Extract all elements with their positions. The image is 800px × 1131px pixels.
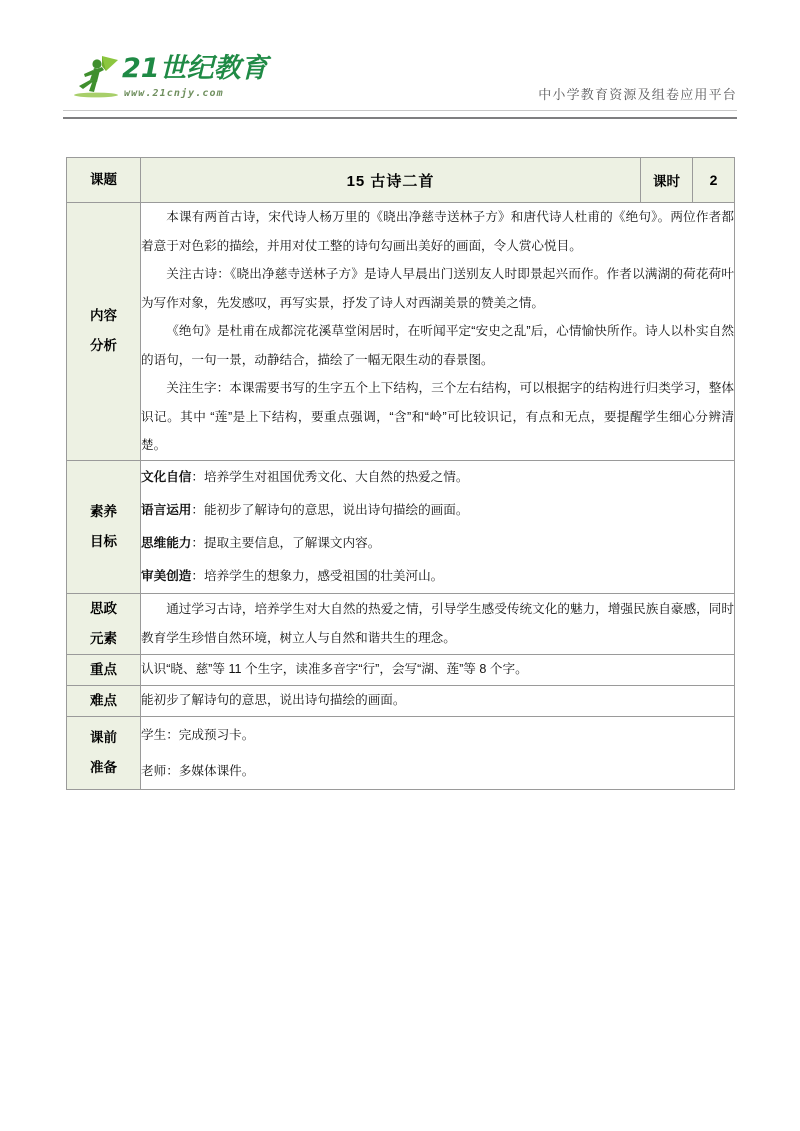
content-paragraph: 《绝句》是杜甫在成都浣花溪草堂闲居时，在听闻平定“安史之乱”后，心情愉快所作。诗人以朴实自然的语句，一句一景，动静结合，描绘了一幅无限生动的春景图。 (141, 324, 734, 367)
row-label-line1: 内容 (90, 308, 117, 324)
row-label-line2: 分析 (90, 338, 117, 354)
row-label-key-point: 重点 (67, 654, 141, 685)
goal-item-name: 审美创造 (141, 568, 192, 583)
row-label-line2: 目标 (90, 533, 117, 549)
goal-item-sep: ： (191, 535, 204, 550)
goal-item (141, 494, 734, 527)
table-row-content-analysis (67, 203, 735, 461)
row-label-difficult-point: 难点 (67, 685, 141, 716)
content-paragraph: 本课有两首古诗，宋代诗人杨万里的《晓出净慈寺送林子方》和唐代诗人杜甫的《绝句》。两位作者都着意于对色彩的描绘，并用对仗工整的诗句勾画出美好的画面，令人赏心悦目。 (141, 210, 734, 253)
table-row-goals (67, 460, 735, 593)
key-point-body (141, 654, 735, 685)
header-slogan: 中小学教育资源及组卷应用平台 (538, 88, 737, 103)
content-analysis-body (141, 203, 735, 461)
goal-item-name: 思维能力 (141, 535, 192, 550)
goal-item-sep: ： (191, 568, 204, 583)
lesson-title: 15 古诗二首 (141, 158, 641, 203)
table-row-preparation (67, 716, 735, 789)
goal-item-sep: ： (191, 502, 204, 517)
header-thin-rule (63, 110, 737, 111)
goal-item (141, 560, 734, 593)
goal-item-text: 提取主要信息，了解课文内容。 (203, 535, 381, 550)
row-label-line2: 准备 (90, 759, 117, 775)
table-row-key-point (67, 654, 735, 685)
table-row-difficult-point (67, 685, 735, 716)
goal-item-name: 语言运用 (141, 502, 192, 517)
row-label-goals (67, 460, 141, 593)
periods-label: 课时 (641, 158, 693, 203)
row-label-ideology (67, 593, 141, 654)
ideology-paragraph: 通过学习古诗，培养学生对大自然的热爱之情，引导学生感受传统文化的魅力，增强民族自豪感，同时教育学生珍惜自然环境，树立人与自然和谐共生的理念。 (141, 602, 734, 645)
running-figure-icon (72, 54, 120, 98)
content-paragraph: 关注古诗：《晓出净慈寺送林子方》是诗人早晨出门送别友人时即景起兴而作。作者以满湖的荷花荷叶为写作对象，先发感叹，再写实景，抒发了诗人对西湖美景的赞美之情。 (141, 267, 734, 310)
preparation-teacher-line: 老师：多媒体课件。 (141, 763, 255, 778)
ideology-body (141, 593, 735, 654)
page-header (0, 0, 800, 122)
row-label-subject: 课题 (67, 158, 141, 203)
goal-item-text: 培养学生的想象力，感受祖国的壮美河山。 (203, 568, 444, 583)
row-label-preparation (67, 716, 141, 789)
difficult-point-body (141, 685, 735, 716)
preparation-body (141, 716, 735, 789)
row-label-line1: 素养 (90, 503, 117, 519)
row-label-line1: 课前 (90, 729, 117, 745)
lesson-plan-table (66, 157, 735, 790)
preparation-student-line: 学生：完成预习卡。 (141, 727, 255, 742)
goal-item (141, 527, 734, 560)
row-label-content-analysis (67, 203, 141, 461)
row-label-line1: 思政 (90, 600, 117, 616)
difficult-point-text: 能初步了解诗句的意思，说出诗句描绘的画面。 (141, 693, 406, 708)
row-label-line2: 元素 (90, 630, 117, 646)
table-row-ideology (67, 593, 735, 654)
logo-url: www.21cnjy.com (124, 88, 224, 99)
periods-value: 2 (693, 158, 735, 203)
table-row-title (67, 158, 735, 203)
content-paragraph: 关注生字：本课需要书写的生字五个上下结构，三个左右结构，可以根据字的结构进行归类学习，整体识记。其中 “莲”是上下结构，要重点强调，“含”和“岭”可比较识记，有点和无点，要提醒学生细心分辨清楚。 (141, 381, 734, 452)
key-point-text: 认识“晓、慈”等 11 个生字，读准多音字“行”，会写“湖、莲”等 8 个字。 (141, 662, 528, 677)
goal-item-name: 文化自信 (141, 469, 192, 484)
goals-body (141, 460, 735, 593)
goal-item-sep: ： (191, 469, 204, 484)
logo-wordmark: 21世纪教育 (122, 53, 268, 84)
goal-item (141, 461, 734, 494)
goal-item-text: 培养学生对祖国优秀文化、大自然的热爱之情。 (203, 469, 469, 484)
goal-item-text: 能初步了解诗句的意思，说出诗句描绘的画面。 (203, 502, 469, 517)
site-logo (72, 52, 268, 110)
header-rule (63, 117, 737, 119)
